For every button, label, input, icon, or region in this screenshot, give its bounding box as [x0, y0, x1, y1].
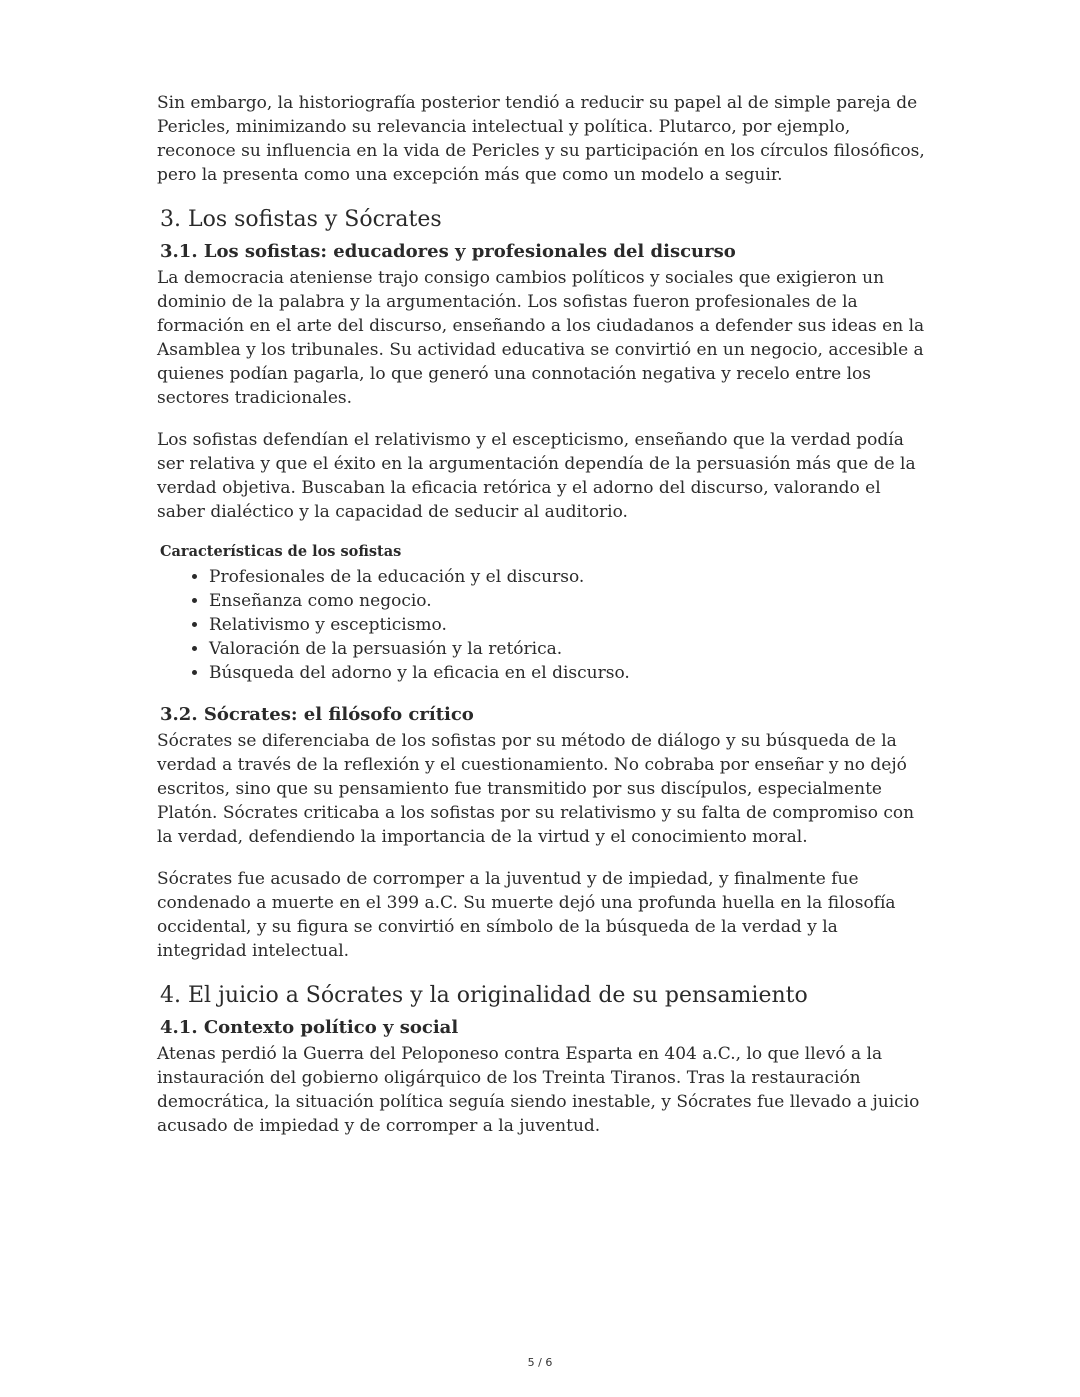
list-item: • Profesionales de la educación y el discurso.: [209, 565, 927, 589]
intro-paragraph: Sin embargo, la historiografía posterior tendió a reducir su papel al de simple pareja de Pericles, minimizando su relevancia intelectual y política. Plutarco, por ejemplo, reconoce su influencia en la vida de Pericles y su participación en los círculos filosóficos, pero la presenta como una excepción más que como un modelo a seguir.: [157, 93, 925, 185]
sofistas-list-title: Características de los sofistas: [160, 543, 402, 560]
section-4-heading: 4. El juicio a Sócrates y la originalidad de su pensamiento: [160, 983, 808, 1008]
section-4-1-heading: 4.1. Contexto político y social: [160, 1017, 459, 1038]
list-item: • Valoración de la persuasión y la retórica.: [209, 637, 927, 661]
section-3-2-paragraph-1: Sócrates se diferenciaba de los sofistas por su método de diálogo y su búsqueda de la verdad a través de la reflexión y el cuestionamiento. No cobraba por enseñar y no dejó escritos, sino que su pensamiento fue transmitido por sus discípulos, especialmente Platón. Sócrates criticaba a los sofistas por su relativismo y su falta de compromiso con la verdad, defendiendo la importancia de la virtud y el conocimiento moral.: [157, 731, 915, 847]
sofistas-characteristics-list: [157, 565, 927, 685]
section-3-heading: 3. Los sofistas y Sócrates: [160, 207, 442, 232]
list-item: • Enseñanza como negocio.: [209, 589, 927, 613]
list-item: • Relativismo y escepticismo.: [209, 613, 927, 637]
section-3-1-paragraph-1: La democracia ateniense trajo consigo cambios políticos y sociales que exigieron un dominio de la palabra y la argumentación. Los sofistas fueron profesionales de la formación en el arte del discurso, enseñando a los ciudadanos a defender sus ideas en la Asamblea y los tribunales. Su actividad educativa se convirtió en un negocio, accesible a quienes podían pagarla, lo que generó una connotación negativa y recelo entre los sectores tradicionales.: [157, 268, 925, 408]
section-3-2-heading: 3.2. Sócrates: el filósofo crítico: [160, 704, 474, 725]
page-number: 5 / 6: [527, 1356, 553, 1369]
section-3-2-paragraph-2: Sócrates fue acusado de corromper a la juventud y de impiedad, y finalmente fue condenado a muerte en el 399 a.C. Su muerte dejó una profunda huella en la filosofía occidental, y su figura se convirtió en símbolo de la búsqueda de la verdad y la integridad intelectual.: [157, 869, 896, 961]
section-3-1-paragraph-2: Los sofistas defendían el relativismo y el escepticismo, enseñando que la verdad podía ser relativa y que el éxito en la argumentación dependía de la persuasión más que de la verdad objetiva. Buscaban la eficacia retórica y el adorno del discurso, valorando el saber dialéctico y la capacidad de seducir al auditorio.: [157, 430, 916, 522]
section-4-1-paragraph-1: Atenas perdió la Guerra del Peloponeso contra Esparta en 404 a.C., lo que llevó a la instauración del gobierno oligárquico de los Treinta Tiranos. Tras la restauración democrática, la situación política seguía siendo inestable, y Sócrates fue llevado a juicio acusado de impiedad y de corromper a la juventud.: [157, 1044, 920, 1136]
document-page: [157, 91, 927, 1138]
section-3-1-heading: 3.1. Los sofistas: educadores y profesionales del discurso: [160, 241, 736, 262]
list-item: • Búsqueda del adorno y la eficacia en el discurso.: [209, 661, 927, 685]
